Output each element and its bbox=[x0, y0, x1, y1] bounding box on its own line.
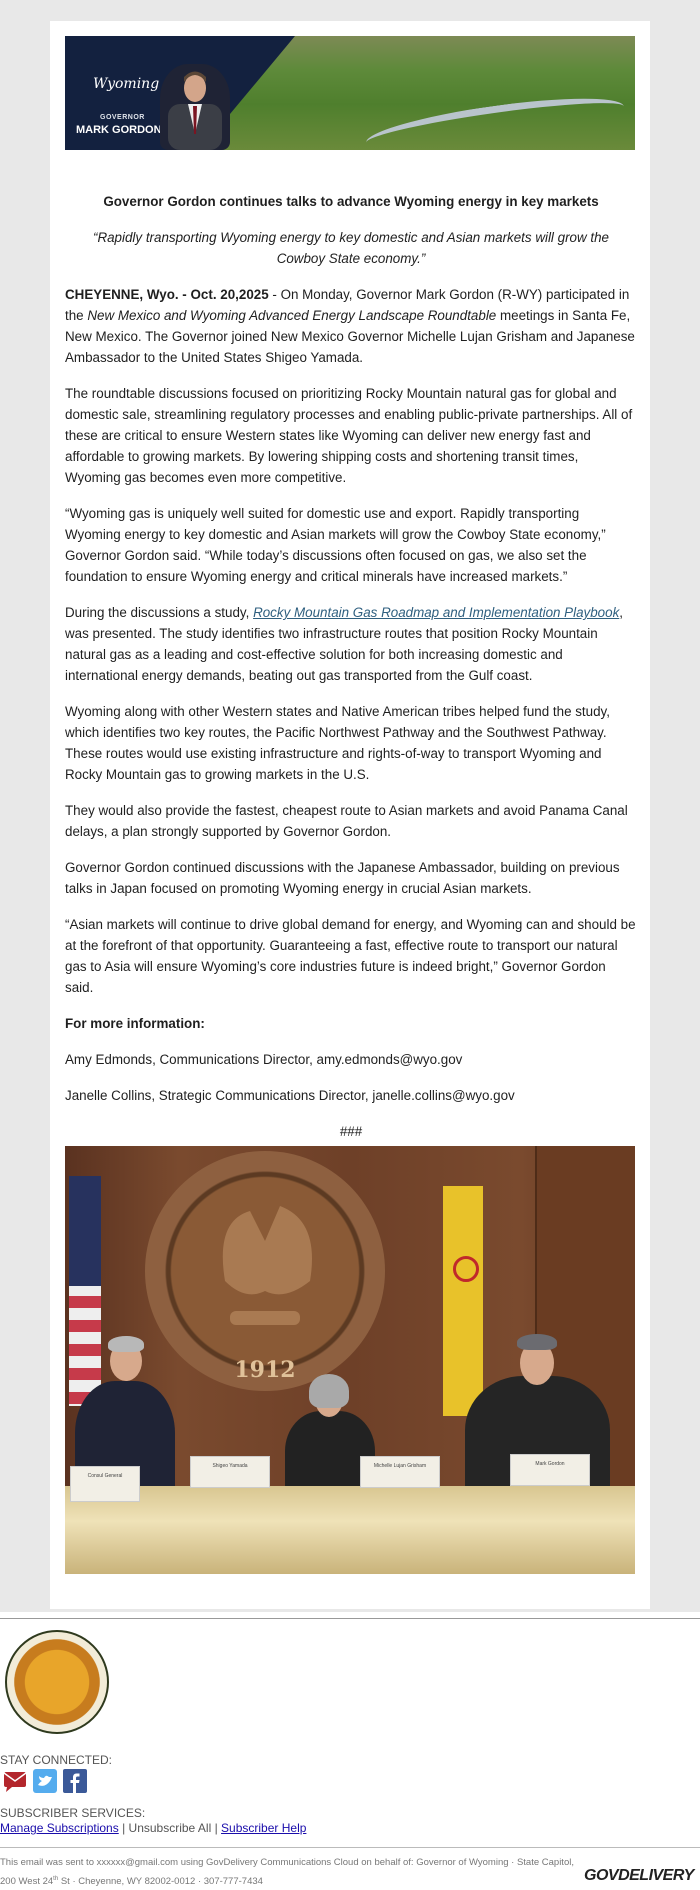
us-flag bbox=[69, 1176, 101, 1406]
governor-portrait bbox=[160, 64, 230, 150]
more-info-label: For more information: bbox=[65, 1016, 205, 1031]
conference-table bbox=[65, 1486, 635, 1574]
footer-divider bbox=[0, 1618, 700, 1619]
paragraph-1 bbox=[65, 284, 637, 368]
governor-banner bbox=[65, 36, 635, 150]
paragraph-7: Governor Gordon continued discussions with the Japanese Ambassador, building on previous talks in Japan focused on promoting Wyoming energy in crucial Asian markets. bbox=[65, 860, 620, 896]
contact-2: Janelle Collins, Strategic Communications Director, janelle.collins@wyo.gov bbox=[65, 1088, 515, 1103]
paragraph-8: “Asian markets will continue to drive global demand for energy, and Wyoming can and should be at the forefront of that opportunity. Guaranteeing a fast, effective route to transport our natural gas to Asia will ensure Wyoming’s core industries future is indeed bright,” Governor Gordon said. bbox=[65, 917, 636, 995]
hair bbox=[108, 1336, 144, 1352]
fine-print-text: This email was sent to xxxxxx@gmail.com using GovDelivery Communications Cloud on behalf of: Governor of Wyoming · State Capitol, 200 West 24 bbox=[0, 1857, 574, 1888]
email-card bbox=[50, 21, 650, 1609]
event-name: New Mexico and Wyoming Advanced Energy Landscape Roundtable bbox=[87, 308, 497, 323]
dateline: CHEYENNE, Wyo. - Oct. 20,2025 bbox=[65, 287, 269, 302]
banner-governor-label: GOVERNOR bbox=[100, 114, 145, 121]
article-body bbox=[65, 191, 637, 1157]
stay-connected-label: STAY CONNECTED: bbox=[0, 1753, 113, 1767]
name-tent: Consul General bbox=[70, 1466, 140, 1502]
paragraph-text: - On Monday, Governor Mark Gordon (R-WY) participated in the bbox=[65, 287, 630, 323]
contact-1: Amy Edmonds, Communications Director, amy.edmonds@wyo.gov bbox=[65, 1052, 463, 1067]
more-info-heading bbox=[65, 1013, 637, 1034]
facebook-icon[interactable] bbox=[63, 1769, 87, 1793]
govdelivery-logo[interactable]: GOVDELIVERY bbox=[584, 1867, 694, 1884]
roundtable-photo bbox=[65, 1146, 635, 1574]
paragraph-3: “Wyoming gas is uniquely well suited for domestic use and export. Rapidly transporting Wyoming energy to key domestic and Asian markets will grow the Cowboy State economy,” Governor Gordon said. “While today’s discussions often focused on gas, we also set the foundation to ensure Wyoming energy and critical minerals have increased markets.” bbox=[65, 506, 606, 584]
footer-divider-2 bbox=[0, 1847, 700, 1848]
subscriber-services-label: SUBSCRIBER SERVICES: bbox=[0, 1806, 146, 1820]
new-mexico-flag bbox=[443, 1186, 483, 1416]
new-mexico-seal bbox=[145, 1151, 385, 1391]
study-link[interactable]: Rocky Mountain Gas Roadmap and Implementation Playbook bbox=[253, 605, 620, 620]
name-tent: Shigeo Yamada bbox=[190, 1456, 270, 1488]
pull-quote: “Rapidly transporting Wyoming energy to key domestic and Asian markets will grow the Cowboy State economy.” bbox=[92, 230, 609, 266]
separator: | bbox=[118, 1821, 129, 1835]
paragraph-2: The roundtable discussions focused on prioritizing Rocky Mountain natural gas for global and domestic sale, streamlining regulatory processes and enabling public-private partnerships. All of these are critical to ensure Western states like Wyoming can deliver new energy fast and affordable to growing markets. By lowering shipping costs and shortening transit times, Wyoming gas becomes even more competitive. bbox=[65, 386, 633, 485]
paragraph-5: Wyoming along with other Western states and Native American tribes helped fund the study, which identifies two key routes, the Pacific Northwest Pathway and the Southwest Pathway. These routes would use existing infrastructure and rights-of-way to transport Wyoming and Rocky Mountain gas to growing markets in the U.S. bbox=[65, 704, 610, 782]
hair bbox=[309, 1374, 349, 1408]
paragraph-6: They would also provide the fastest, cheapest route to Asian markets and avoid Panama Canal delays, a plan strongly supported by Governor Gordon. bbox=[65, 803, 628, 839]
fine-print-text: St · Cheyenne, WY 82002-0012 · 307-777-7434 bbox=[58, 1876, 263, 1888]
name-tent: Mark Gordon bbox=[510, 1454, 590, 1486]
unsubscribe-all-link[interactable]: Unsubscribe All bbox=[128, 1821, 212, 1835]
subscriber-links bbox=[0, 1821, 306, 1835]
seal-year: 1912 bbox=[234, 1357, 296, 1383]
fine-print bbox=[0, 1855, 580, 1890]
wyoming-logo: Wyoming bbox=[93, 76, 160, 92]
fine-print-sup: th bbox=[53, 1876, 59, 1882]
paragraph-4 bbox=[65, 602, 637, 686]
separator: | bbox=[211, 1821, 222, 1835]
paragraph-text: During the discussions a study, bbox=[65, 605, 254, 620]
subscriber-help-link[interactable]: Subscriber Help bbox=[221, 1821, 307, 1835]
name-tent: Michelle Lujan Grisham bbox=[360, 1456, 440, 1488]
paragraph-text: , was presented. The study identifies two infrastructure routes that position Rocky Mountain natural gas as a leading and cost-effective solution for both increasing domestic and international energy demands, beating out gas transported from the Gulf coast. bbox=[65, 605, 624, 683]
hair bbox=[517, 1334, 557, 1350]
end-mark: ### bbox=[339, 1124, 363, 1139]
banner-governor-name: MARK GORDON bbox=[76, 124, 162, 136]
article-headline: Governor Gordon continues talks to advance Wyoming energy in key markets bbox=[103, 194, 599, 209]
email-icon[interactable] bbox=[3, 1769, 27, 1793]
paragraph-text: meetings in Santa Fe, New Mexico. The Governor joined New Mexico Governor Michelle Lujan Grisham and Japanese Ambassador to the United States Shigeo Yamada. bbox=[65, 308, 635, 365]
twitter-icon[interactable] bbox=[33, 1769, 57, 1793]
wyoming-state-seal bbox=[5, 1630, 109, 1734]
eagle-icon bbox=[145, 1151, 385, 1391]
manage-subscriptions-link[interactable]: Manage Subscriptions bbox=[0, 1821, 119, 1835]
